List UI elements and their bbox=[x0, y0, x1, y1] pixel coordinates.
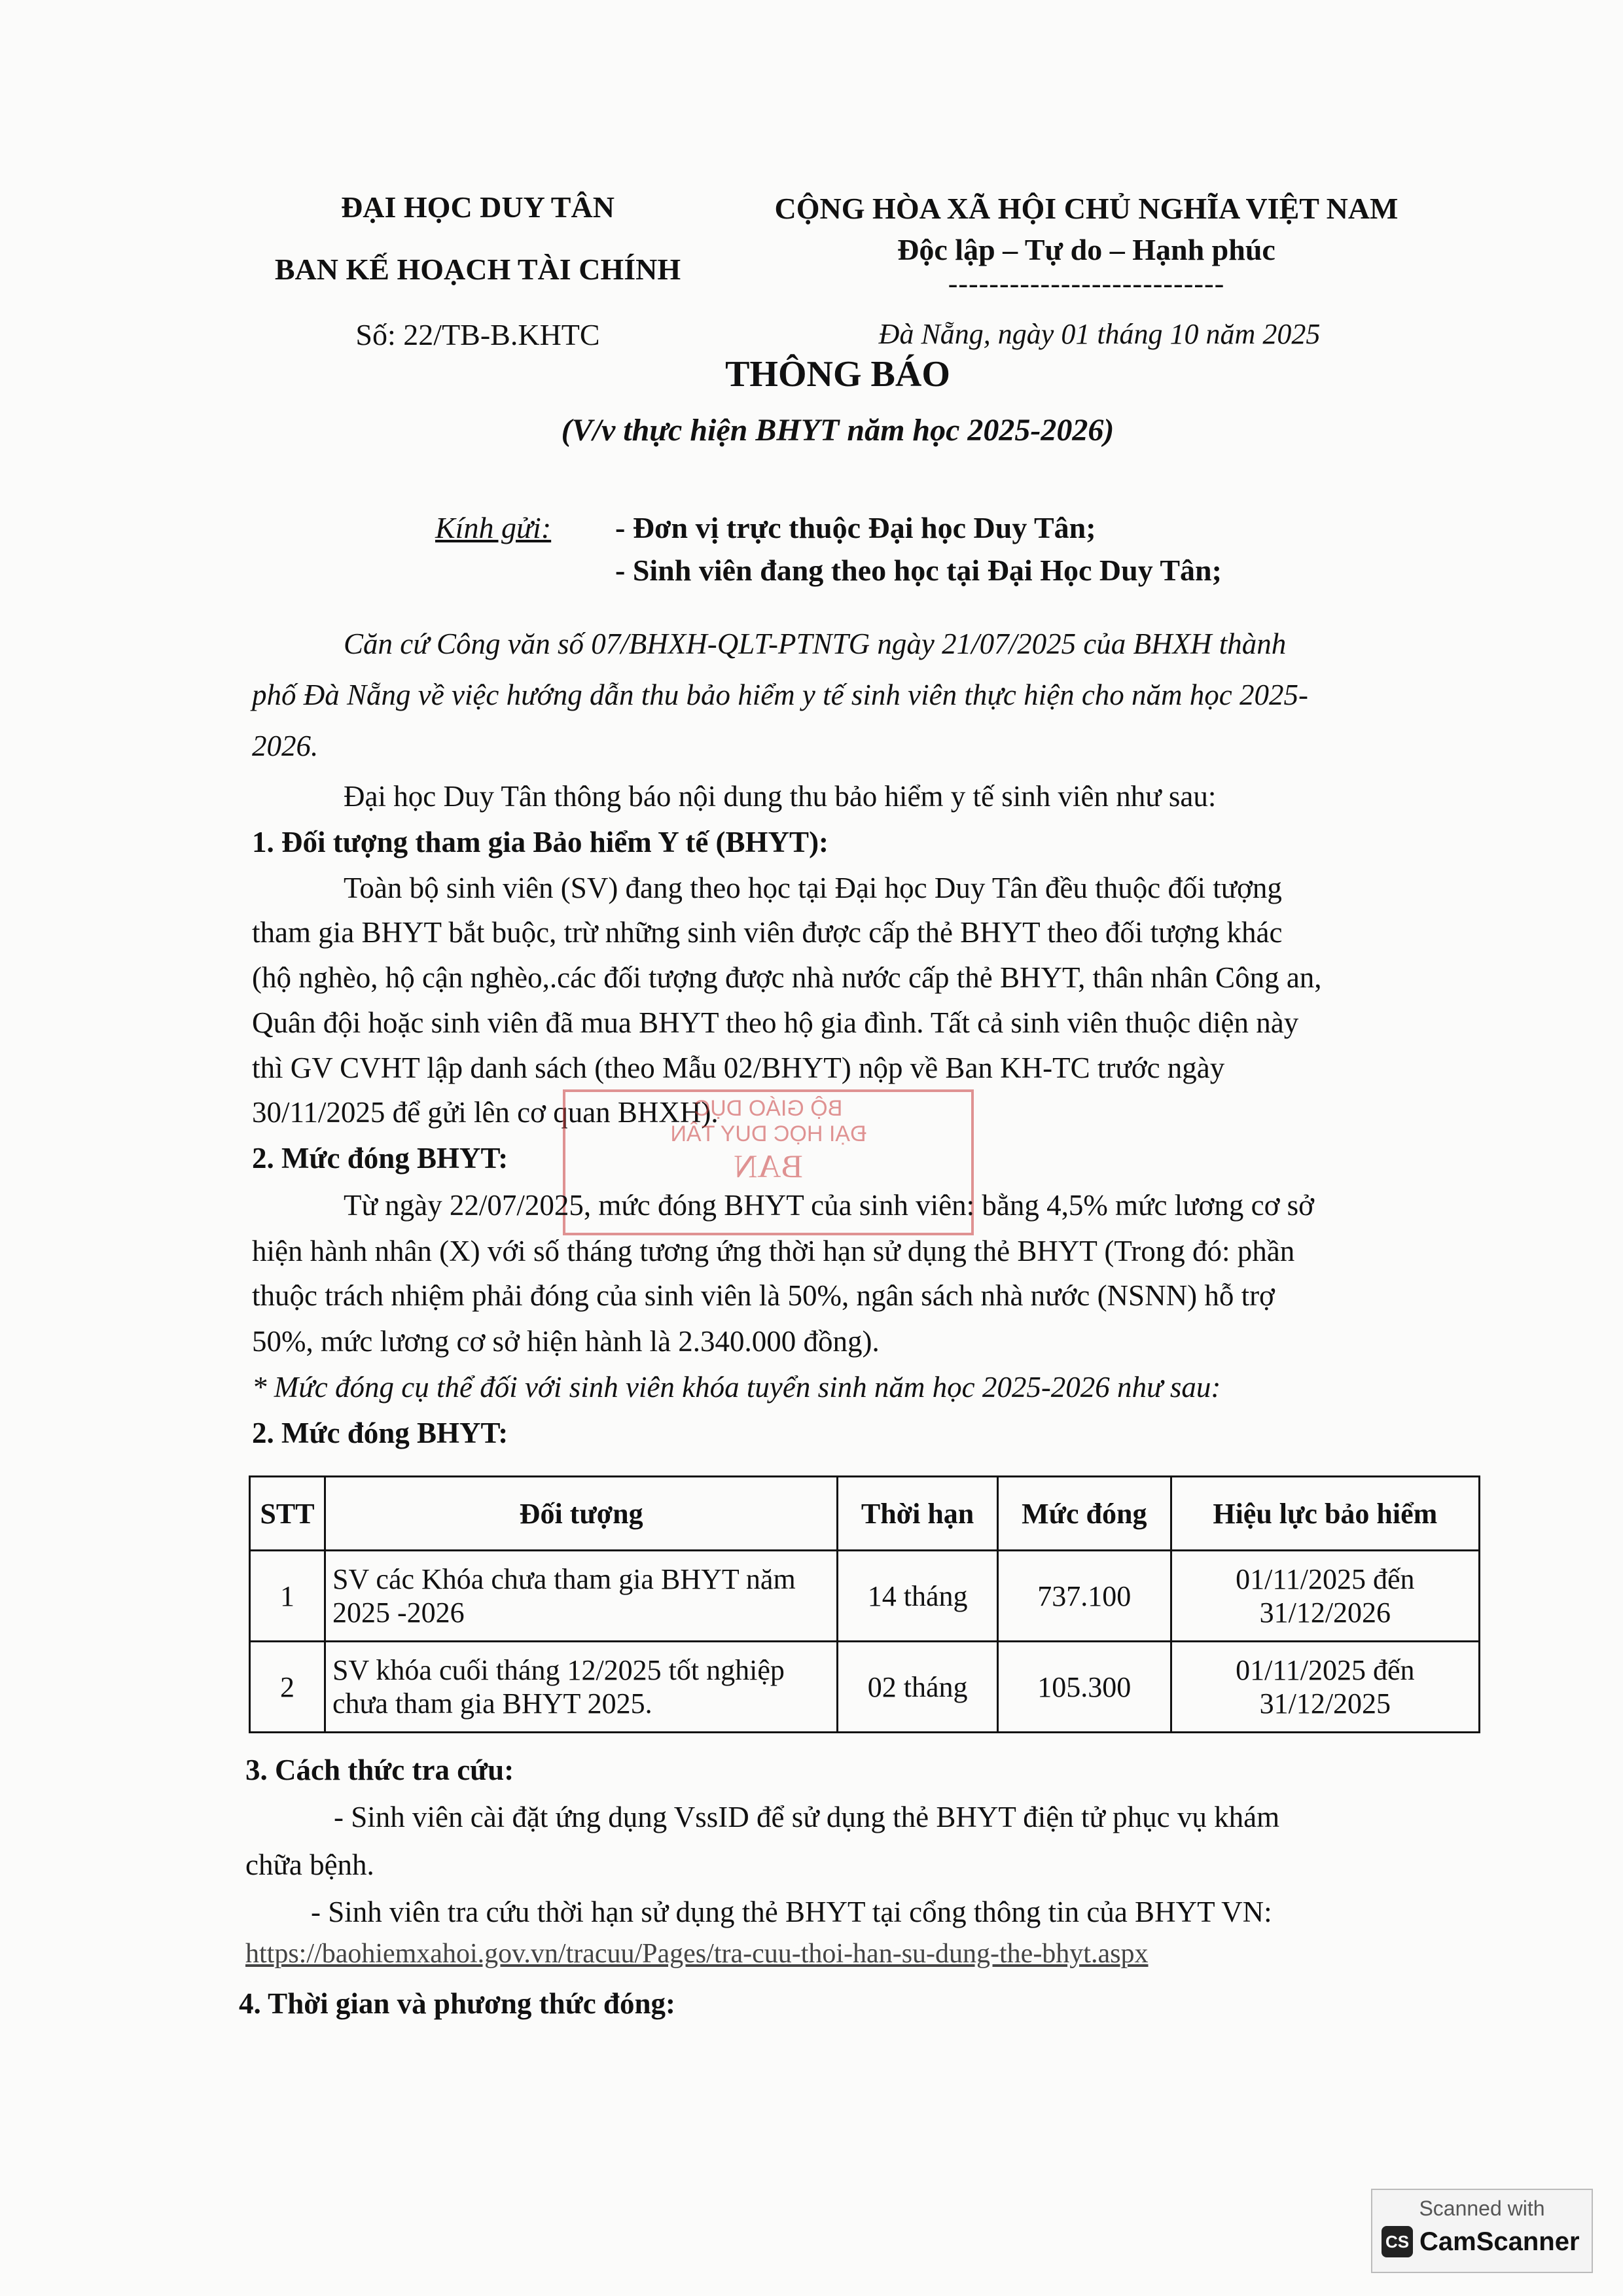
basis-line: 2026. bbox=[252, 730, 319, 762]
nation-title: CỘNG HÒA XÃ HỘI CHỦ NGHĨA VIỆT NAM bbox=[774, 192, 1399, 225]
cell-target: SV các Khóa chưa tham gia BHYT năm 2025 -2026 bbox=[325, 1551, 837, 1642]
scanner-brand: CamScanner bbox=[1419, 2227, 1580, 2256]
intro-text: Đại học Duy Tân thông báo nội dung thu bảo hiểm y tế sinh viên như sau: bbox=[344, 780, 1217, 813]
cell-validity: 01/11/2025 đến 31/12/2026 bbox=[1171, 1551, 1479, 1642]
col-header: Thời hạn bbox=[838, 1477, 998, 1551]
cell-amount: 737.100 bbox=[997, 1551, 1171, 1642]
section2-line: thuộc trách nhiệm phải đóng của sinh viên là 50%, ngân sách nhà nước (NSNN) hỗ trợ bbox=[252, 1279, 1275, 1312]
notice-subtitle: (V/v thực hiện BHYT năm học 2025-2026) bbox=[561, 413, 1115, 448]
section1-heading: 1. Đối tượng tham gia Bảo hiểm Y tế (BHYT): bbox=[252, 826, 829, 858]
section1-line: 30/11/2025 để gửi lên cơ quan BHXH). bbox=[252, 1096, 719, 1129]
motto-rule: --------------------------- bbox=[948, 268, 1225, 300]
col-header: STT bbox=[250, 1477, 325, 1551]
doc-number: Số: 22/TB-B.KHTC bbox=[355, 318, 600, 351]
section3-line: chữa bệnh. bbox=[245, 1848, 374, 1881]
scanner-caption: Scanned with bbox=[1419, 2197, 1545, 2220]
national-motto: Độc lập – Tự do – Hạnh phúc bbox=[897, 233, 1275, 266]
section2-line: hiện hành nhân (X) với số tháng tương ứng thời hạn sử dụng thẻ BHYT (Trong đó: phần bbox=[252, 1235, 1295, 1267]
section1-line: (hộ nghèo, hộ cận nghèo,.các đối tượng được nhà nước cấp thẻ BHYT, thân nhân Công an, bbox=[252, 961, 1322, 994]
section3-line: - Sinh viên tra cứu thời hạn sử dụng thẻ BHYT tại cổng thông tin của BHYT VN: bbox=[311, 1896, 1272, 1928]
col-header: Đối tượng bbox=[325, 1477, 837, 1551]
stamp-line: BỘ GIÁO DỤC bbox=[694, 1096, 843, 1121]
table-row bbox=[250, 1642, 1480, 1733]
stamp-line: BAN bbox=[734, 1148, 803, 1184]
section3-line: - Sinh viên cài đặt ứng dụng VssID để sử dụng thẻ BHYT điện tử phục vụ khám bbox=[334, 1801, 1280, 1833]
cell-duration: 14 tháng bbox=[838, 1551, 998, 1642]
section1-line: thì GV CVHT lập danh sách (theo Mẫu 02/BHYT) nộp về Ban KH-TC trước ngày bbox=[252, 1051, 1225, 1084]
table-header-row bbox=[250, 1477, 1480, 1551]
section2-note: * Mức đóng cụ thể đối với sinh viên khóa tuyển sinh năm học 2025-2026 như sau: bbox=[252, 1371, 1221, 1404]
section4-heading: 4. Thời gian và phương thức đóng: bbox=[239, 1987, 675, 2020]
camscanner-watermark bbox=[1371, 2189, 1593, 2273]
place-date: Đà Nẵng, ngày 01 tháng 10 năm 2025 bbox=[878, 318, 1321, 350]
basis-line: Căn cứ Công văn số 07/BHXH-QLT-PTNTG ngày 21/07/2025 của BHXH thành bbox=[344, 627, 1287, 660]
fee-table bbox=[249, 1475, 1480, 1733]
basis-line: phố Đà Nẵng về việc hướng dẫn thu bảo hiểm y tế sinh viên thực hiện cho năm học 2025- bbox=[252, 679, 1309, 711]
section1-line: Quân đội hoặc sinh viên đã mua BHYT theo hộ gia đình. Tất cả sinh viên thuộc diện này bbox=[252, 1006, 1299, 1039]
section2-line: Từ ngày 22/07/2025, mức đóng BHYT của sinh viên: bằng 4,5% mức lương cơ sở bbox=[344, 1189, 1314, 1222]
recipients-label: Kính gửi: bbox=[435, 511, 552, 544]
cell-validity: 01/11/2025 đến 31/12/2025 bbox=[1171, 1642, 1479, 1733]
org-name: ĐẠI HỌC DUY TÂN bbox=[341, 190, 615, 224]
recipient-item: - Đơn vị trực thuộc Đại học Duy Tân; bbox=[615, 511, 1096, 544]
table-row bbox=[250, 1551, 1480, 1642]
col-header: Hiệu lực bảo hiểm bbox=[1171, 1477, 1479, 1551]
camscanner-icon: CS bbox=[1382, 2226, 1413, 2257]
cell-duration: 02 tháng bbox=[838, 1642, 998, 1733]
cell-stt: 2 bbox=[250, 1642, 325, 1733]
notice-title: THÔNG BÁO bbox=[725, 354, 950, 395]
dept-name: BAN KẾ HOẠCH TÀI CHÍNH bbox=[274, 253, 681, 286]
section3-heading: 3. Cách thức tra cứu: bbox=[245, 1754, 514, 1786]
cell-stt: 1 bbox=[250, 1551, 325, 1642]
recipient-item: - Sinh viên đang theo học tại Đại Học Duy Tân; bbox=[615, 554, 1222, 587]
section1-line: tham gia BHYT bắt buộc, trừ những sinh viên được cấp thẻ BHYT theo đối tượng khác bbox=[252, 916, 1283, 949]
section2-heading-repeat: 2. Mức đóng BHYT: bbox=[252, 1417, 508, 1449]
section2-line: 50%, mức lương cơ sở hiện hành là 2.340.000 đồng). bbox=[252, 1325, 880, 1358]
section1-line: Toàn bộ sinh viên (SV) đang theo học tại Đại học Duy Tân đều thuộc đối tượng bbox=[344, 872, 1282, 904]
stamp-line: ĐẠI HỌC DUY TÂN bbox=[670, 1122, 866, 1146]
cell-amount: 105.300 bbox=[997, 1642, 1171, 1733]
col-header: Mức đóng bbox=[997, 1477, 1171, 1551]
lookup-link[interactable]: https://baohiemxahoi.gov.vn/tracuu/Pages/tra-cuu-thoi-han-su-dung-the-bhyt.aspx bbox=[245, 1939, 1149, 1969]
cell-target: SV khóa cuối tháng 12/2025 tốt nghiệp chưa tham gia BHYT 2025. bbox=[325, 1642, 837, 1733]
section2-heading: 2. Mức đóng BHYT: bbox=[252, 1142, 508, 1174]
